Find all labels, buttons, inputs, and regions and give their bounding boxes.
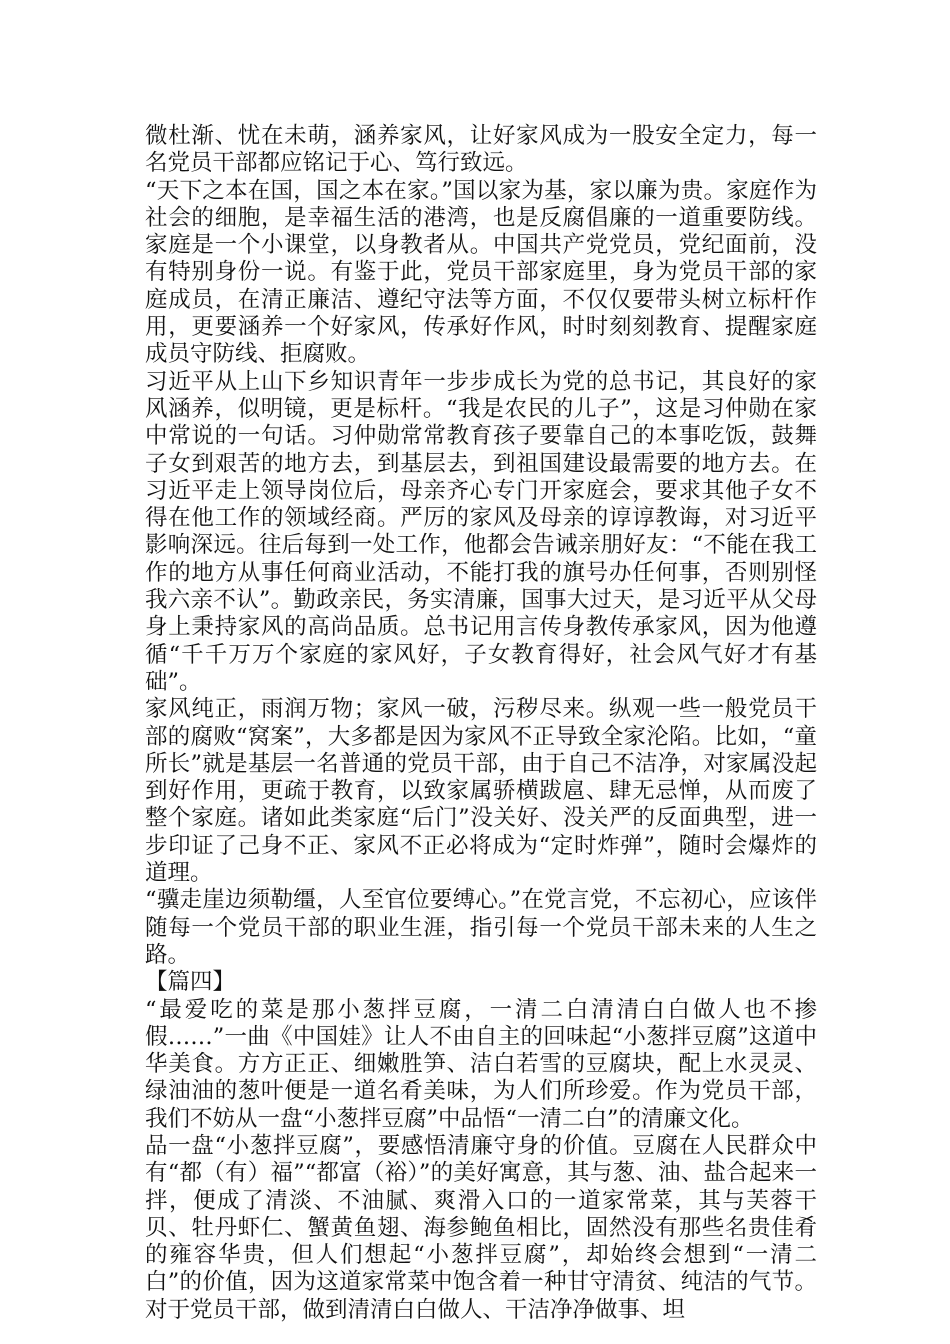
section-heading: 【篇四】 (145, 969, 236, 996)
paragraph-1: 微杜渐、忧在未萌，涵养家风，让好家风成为一股安全定力，每一名党员干部都应铭记于心、笃行致远。 (145, 123, 817, 177)
paragraph-5: “骥走崖边须勒缰，人至官位要缚心。”在党言党，不忘初心，应该伴随每一个党员干部的职业生涯，指引每一个党员干部未来的人生之路。 (145, 887, 817, 968)
document-body (145, 123, 817, 1324)
paragraph-4: 家风纯正，雨润万物；家风一破，污秽尽来。纵观一些一般党员干部的腐败“窝案”，大多都是因为家风不正导致全家沦陷。比如，“童所长”就是基层一名普通的党员干部，由于自己不洁净，对家属没起到好作用，更疏于教育，以致家属骄横跋扈、肆无忌惮，从而废了整个家庭。诸如此类家庭“后门”没关好、没关严的反面典型，进一步印证了己身不正、家风不正必将成为“定时炸弹”，随时会爆炸的道理。 (145, 696, 817, 887)
paragraph-2: “天下之本在国，国之本在家。”国以家为基，家以廉为贵。家庭作为社会的细胞，是幸福生活的港湾，也是反腐倡廉的一道重要防线。家庭是一个小课堂，以身教者从。中国共产党党员，党纪面前，没有特别身份一说。有鉴于此，党员干部家庭里，身为党员干部的家庭成员，在清正廉洁、遵纪守法等方面，不仅仅要带头树立标杆作用，更要涵养一个好家风，传承好作风，时时刻刻教育、提醒家庭成员守防线、拒腐败。 (145, 177, 817, 368)
paragraph-6: “最爱吃的菜是那小葱拌豆腐，一清二白清清白白做人也不掺假……”一曲《中国娃》让人不由自主的回味起“小葱拌豆腐”这道中华美食。方方正正、细嫩胜笋、洁白若雪的豆腐块，配上水灵灵、绿油油的葱叶便是一道名肴美味，为人们所珍爱。作为党员干部，我们不妨从一盘“小葱拌豆腐”中品悟“一清二白”的清廉文化。 (145, 996, 817, 1132)
paragraph-7: 品一盘“小葱拌豆腐”，要感悟清廉守身的价值。豆腐在人民群众中有“都（有）福”“都富（裕）”的美好寓意，其与葱、油、盐合起来一拌，便成了清淡、不油腻、爽滑入口的一道家常菜，其与芙蓉干贝、牡丹虾仁、蟹黄鱼翅、海参鲍鱼相比，固然没有那些名贵佳肴的雍容华贵，但人们想起“小葱拌豆腐”，却始终会想到“一清二白”的价值，因为这道家常菜中饱含着一种甘守清贫、纯洁的气节。对于党员干部，做到清清白白做人、干洁净净做事、坦 (145, 1132, 817, 1323)
paragraph-3: 习近平从上山下乡知识青年一步步成长为党的总书记，其良好的家风涵养，似明镜，更是标杆。“我是农民的儿子”，这是习仲勋在家中常说的一句话。习仲勋常常教育孩子要靠自己的本事吃饭，鼓舞子女到艰苦的地方去，到基层去，到祖国建设最需要的地方去。在习近平走上领导岗位后，母亲齐心专门开家庭会，要求其他子女不得在他工作的领域经商。严厉的家风及母亲的谆谆教诲，对习近平影响深远。往后每到一处工作，他都会告诫亲朋好友：“不能在我工作的地方从事任何商业活动，不能打我的旗号办任何事，否则别怪我六亲不认”。勤政亲民，务实清廉，国事大过天，是习近平从父母身上秉持家风的高尚品质。总书记用言传身教传承家风，因为他遵循“千千万万个家庭的家风好，子女教育得好，社会风气好才有基础”。 (145, 368, 817, 695)
